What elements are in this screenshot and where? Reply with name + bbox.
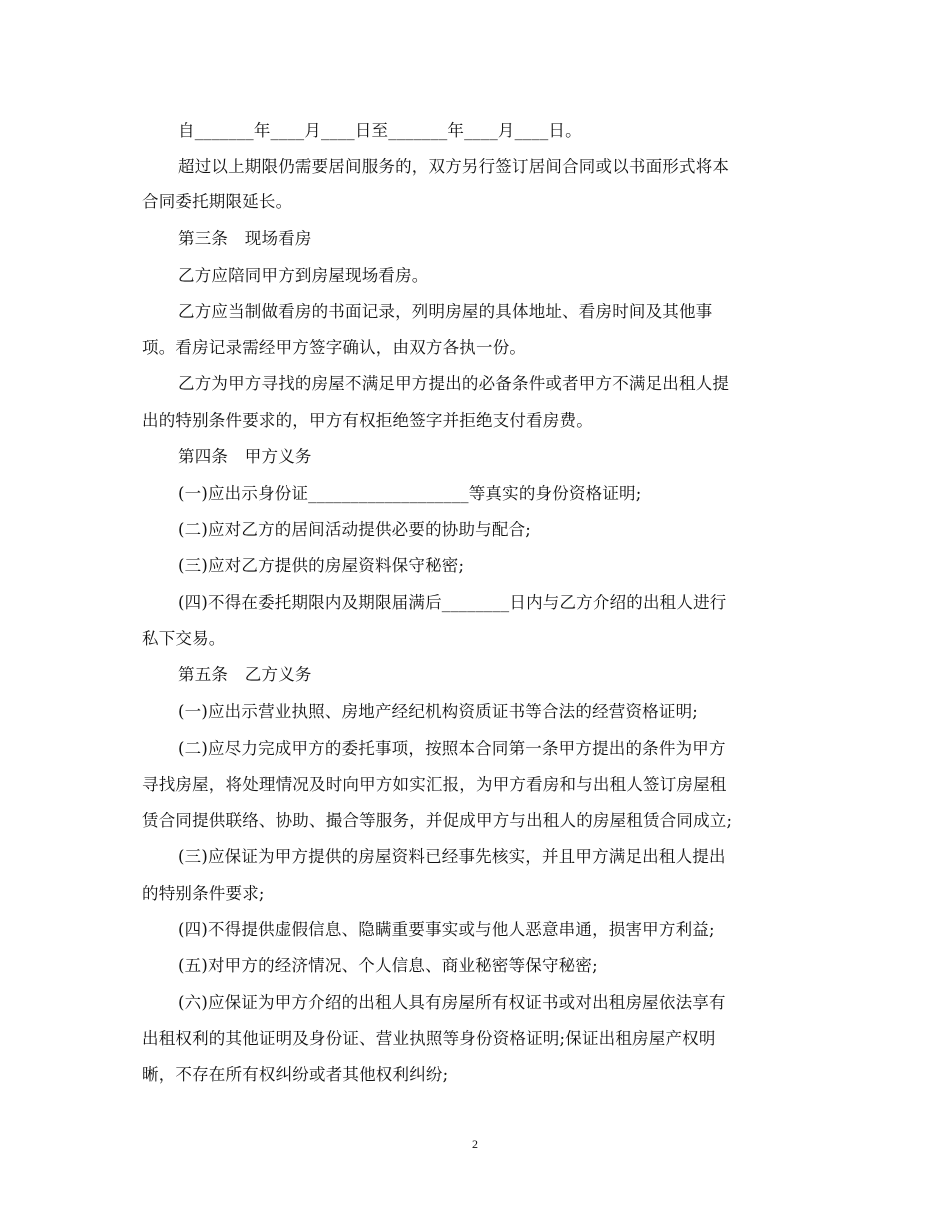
list-item: (二)应对乙方的居间活动提供必要的协助与配合; (178, 520, 532, 539)
list-item: (三)应对乙方提供的房屋资料保守秘密; (178, 556, 465, 575)
list-item: (五)对甲方的经济情况、个人信息、商业秘密等保守秘密; (178, 956, 598, 975)
list-item-continuation: 出租权利的其他证明及身份证、营业执照等身份资格证明;保证出租房屋产权明 (142, 1029, 716, 1048)
list-item-continuation: 赁合同提供联络、协助、撮合等服务，并促成甲方与出租人的房屋租赁合同成立; (142, 811, 733, 830)
paragraph-line: 乙方为甲方寻找的房屋不满足甲方提出的必备条件或者甲方不满足出租人提 (178, 374, 730, 393)
list-item: (四)不得提供虚假信息、隐瞒重要事实或与他人恶意串通，损害甲方利益; (178, 920, 715, 939)
paragraph-line: 出的特别条件要求的，甲方有权拒绝签字并拒绝支付看房费。 (142, 411, 593, 430)
article-5-heading: 第五条 乙方义务 (178, 665, 312, 684)
list-item: (二)应尽力完成甲方的委托事项，按照本合同第一条甲方提出的条件为甲方 (178, 739, 726, 758)
list-item: (四)不得在委托期限内及期限届满后________日内与乙方介绍的出租人进行 (178, 593, 727, 612)
list-item-continuation: 寻找房屋，将处理情况及时向甲方如实汇报，为甲方看房和与出租人签订房屋租 (142, 775, 727, 794)
list-item-continuation: 的特别条件要求; (142, 884, 265, 903)
paragraph-line: 合同委托期限延长。 (142, 192, 293, 211)
paragraph-line: 乙方应当制做看房的书面记录，列明房屋的具体地址、看房时间及其他事 (178, 302, 713, 321)
article-3-heading: 第三条 现场看房 (178, 229, 312, 248)
list-item: (一)应出示营业执照、房地产经纪机构资质证书等合法的经营资格证明; (178, 702, 699, 721)
list-item-continuation: 私下交易。 (142, 629, 226, 648)
paragraph-line: 超过以上期限仍需要居间服务的，双方另行签订居间合同或以书面形式将本 (178, 157, 730, 176)
list-item: (三)应保证为甲方提供的房屋资料已经事先核实，并且甲方满足出租人提出 (178, 847, 726, 866)
term-period-line: 自_______年____月____日至_______年____月____日。 (178, 121, 582, 140)
list-item: (六)应保证为甲方介绍的出租人具有房屋所有权证书或对出租房屋依法享有 (178, 993, 726, 1012)
paragraph-line: 乙方应陪同甲方到房屋现场看房。 (178, 266, 429, 285)
article-4-heading: 第四条 甲方义务 (178, 447, 312, 466)
list-item: (一)应出示身份证___________________等真实的身份资格证明; (178, 484, 642, 503)
list-item-continuation: 晰，不存在所有权纠纷或者其他权利纠纷; (142, 1065, 449, 1084)
paragraph-line: 项。看房记录需经甲方签字确认，由双方各执一份。 (142, 338, 527, 357)
page-number: 2 (472, 1137, 478, 1151)
